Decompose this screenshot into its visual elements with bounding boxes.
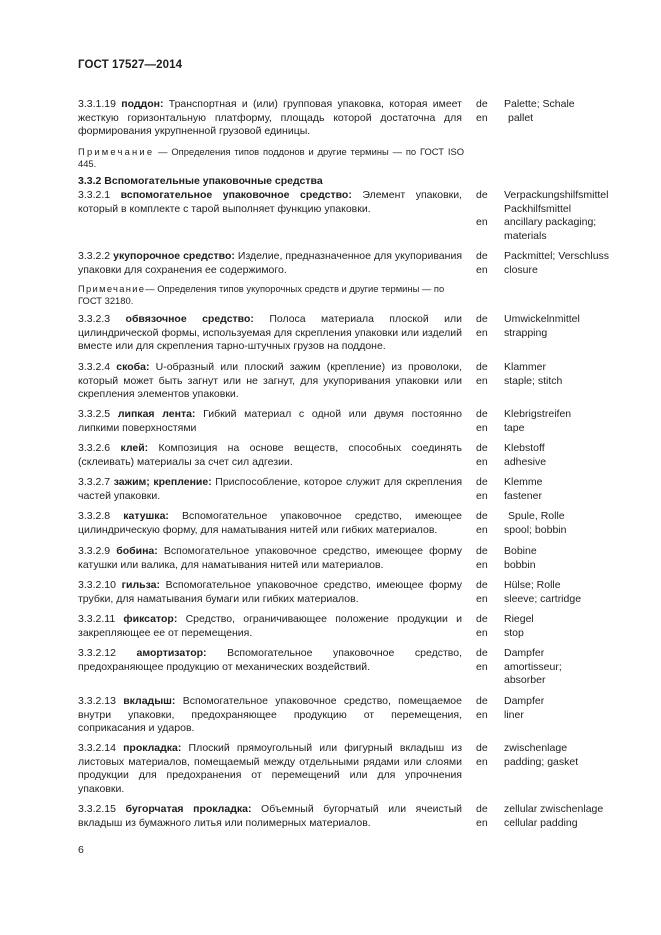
foreign-term: Packhilfsmittel xyxy=(504,202,572,215)
foreign-term: Spule, Rolle xyxy=(508,510,565,522)
lang-code: de xyxy=(476,189,488,201)
foreign-terms xyxy=(504,98,624,125)
term-name: бобина: xyxy=(116,545,158,557)
term-number: 3.3.2.7 xyxy=(78,476,111,488)
lang-code: de xyxy=(476,408,488,420)
term-number: 3.3.2.11 xyxy=(78,613,116,625)
term-entry xyxy=(78,613,628,641)
foreign-term: ancillary packaging; xyxy=(504,216,597,228)
term-text: Средство, ограничивающее положение продукции и закрепляющее ее от перемещения. xyxy=(78,613,463,639)
lang-code: en xyxy=(476,374,488,387)
note-label: Примечание xyxy=(78,146,155,157)
foreign-terms xyxy=(504,476,624,503)
note-text: — Определения типов поддонов и другие термины — по ГОСТ ISO 445. xyxy=(78,146,464,169)
term-number: 3.3.2.10 xyxy=(78,579,116,591)
lang-code: en xyxy=(476,755,488,768)
foreign-terms xyxy=(504,742,624,769)
foreign-terms xyxy=(504,361,624,388)
term-number: 3.3.2.4 xyxy=(78,361,111,373)
document-header: ГОСТ 17527—2014 xyxy=(78,59,183,71)
language-codes xyxy=(476,545,500,572)
term-entry xyxy=(78,803,628,831)
term-name: зажим; крепление: xyxy=(113,476,212,488)
term-entry xyxy=(78,189,628,243)
foreign-term: Klemme xyxy=(504,476,543,488)
term-text: Гибкий материал с одной или двумя постоянно липкими поверхностями xyxy=(78,408,463,434)
term-definition xyxy=(78,361,462,402)
term-text: U-образный или плоский зажим (крепление) из проволоки, который может быть загнут или не загнут, для укупоривания упаковки или скрепления элементов упаковки. xyxy=(78,361,463,400)
section-title: 3.3.2 Вспомогательные упаковочные средства xyxy=(78,175,323,187)
foreign-term: stop xyxy=(504,626,524,639)
foreign-term: tape xyxy=(504,421,525,434)
term-definition xyxy=(78,613,462,640)
foreign-terms xyxy=(504,695,624,722)
language-codes xyxy=(476,313,500,340)
term-entry xyxy=(78,579,628,607)
term-definition xyxy=(78,98,462,139)
foreign-term: closure xyxy=(504,263,538,276)
foreign-term: Klebstoff xyxy=(504,442,545,454)
lang-code: de xyxy=(476,647,488,659)
term-entry xyxy=(78,250,628,278)
language-codes xyxy=(476,579,500,606)
foreign-terms xyxy=(504,442,624,469)
term-number: 3.3.1.19 xyxy=(78,98,116,110)
language-codes xyxy=(476,361,500,388)
note xyxy=(78,146,464,170)
term-name: прокладка: xyxy=(123,742,182,754)
lang-code: de xyxy=(476,361,488,373)
lang-code: de xyxy=(476,442,488,454)
lang-code: en xyxy=(476,326,488,339)
foreign-term: sleeve; cartridge xyxy=(504,592,582,605)
foreign-terms xyxy=(504,313,624,340)
term-name: липкая лента: xyxy=(117,408,196,420)
term-definition xyxy=(78,742,462,796)
term-definition xyxy=(78,647,462,674)
foreign-term: spool; bobbin xyxy=(504,523,567,536)
lang-code: de xyxy=(476,695,488,707)
term-name: скоба: xyxy=(116,361,150,373)
foreign-term: liner xyxy=(504,708,524,721)
note xyxy=(78,283,462,307)
language-codes xyxy=(476,695,500,722)
term-definition xyxy=(78,510,462,537)
lang-code: de xyxy=(476,613,488,625)
lang-code: en xyxy=(476,592,488,605)
term-number: 3.3.2.1 xyxy=(78,189,111,201)
language-codes xyxy=(476,647,500,674)
lang-code: en xyxy=(476,523,488,536)
language-codes xyxy=(476,510,500,537)
lang-code: en xyxy=(476,708,488,721)
foreign-term: Umwickelnmittel xyxy=(504,313,580,325)
foreign-term: Hülse; Rolle xyxy=(504,579,561,591)
term-entry xyxy=(78,98,628,140)
term-entry xyxy=(78,742,628,798)
term-text: Приспособление, которое служит для скрепления частей упаковки. xyxy=(78,476,463,502)
lang-code: en xyxy=(476,816,488,829)
term-definition xyxy=(78,803,462,830)
lang-code: de xyxy=(476,98,488,110)
foreign-term: Klammer xyxy=(504,361,547,373)
term-name: катушка: xyxy=(123,510,169,522)
language-codes xyxy=(476,442,500,469)
foreign-terms xyxy=(504,613,624,640)
term-text: Вспомогательное упаковочное средство, имеющее форму катушки или валика, для наматывания нитей или материалов. xyxy=(78,545,463,571)
foreign-terms xyxy=(504,803,624,830)
lang-code: de xyxy=(476,742,488,754)
term-name: клей: xyxy=(120,442,149,454)
term-definition xyxy=(78,695,462,736)
language-codes xyxy=(476,98,500,125)
term-number: 3.3.2.2 xyxy=(78,250,111,262)
term-entry xyxy=(78,695,628,737)
term-definition xyxy=(78,313,462,354)
foreign-term: absorber xyxy=(504,674,546,686)
foreign-term: bobbin xyxy=(504,558,536,571)
term-name: поддон: xyxy=(121,98,164,110)
foreign-terms xyxy=(504,510,624,537)
foreign-term: Verpackungshilfsmittel xyxy=(504,189,609,201)
term-definition xyxy=(78,579,462,606)
lang-code: de xyxy=(476,579,488,591)
foreign-terms xyxy=(504,189,624,243)
term-name: бугорчатая прокладка: xyxy=(125,803,252,815)
foreign-term: zellular zwischenlage xyxy=(504,803,604,815)
foreign-terms xyxy=(504,647,624,688)
lang-code: en xyxy=(476,216,488,228)
term-definition xyxy=(78,476,462,503)
foreign-term: staple; stitch xyxy=(504,374,563,387)
term-number: 3.3.2.9 xyxy=(78,545,111,557)
foreign-terms xyxy=(504,579,624,606)
foreign-term: materials xyxy=(504,229,547,242)
term-number: 3.3.2.12 xyxy=(78,647,116,659)
term-text: Вспомогательное упаковочное средство, имеющее форму трубки, для наматывания бумаги или гибких материалов. xyxy=(78,579,462,605)
lang-code: en xyxy=(476,489,488,502)
lang-code: en xyxy=(476,660,488,673)
term-text: Изделие, предназначенное для укупоривания упаковки для сохранения ее содержимого. xyxy=(78,250,463,276)
term-name: укупорочное средство: xyxy=(113,250,235,262)
term-name: вспомогательное упаковочное средство: xyxy=(120,189,352,201)
language-codes xyxy=(476,408,500,435)
foreign-terms xyxy=(504,545,624,572)
term-name: фиксатор: xyxy=(123,613,178,625)
term-definition xyxy=(78,189,462,216)
lang-code: en xyxy=(476,626,488,639)
foreign-terms xyxy=(504,408,624,435)
term-text: Вспомогательное упаковочное средство, имеющее цилиндрическую форму, для наматывания нитей или гибких материалов. xyxy=(78,510,463,536)
term-number: 3.3.2.15 xyxy=(78,803,116,815)
foreign-term: Bobine xyxy=(504,545,537,557)
foreign-term: fastener xyxy=(504,489,542,502)
language-codes xyxy=(476,803,500,830)
term-text: Композиция на основе веществ, способных соединять (склеивать) материалы за счет сил адгезии. xyxy=(78,442,462,468)
lang-code: de xyxy=(476,313,488,325)
page-number: 6 xyxy=(78,844,84,856)
foreign-term: Packmittel; Verschluss xyxy=(504,250,610,262)
term-name: амортизатор: xyxy=(136,647,207,659)
foreign-term: Riegel xyxy=(504,613,534,625)
foreign-term: cellular padding xyxy=(504,816,578,829)
lang-code: de xyxy=(476,545,488,557)
foreign-term: strapping xyxy=(504,326,548,339)
term-name: обвязочное средство: xyxy=(125,313,254,325)
language-codes xyxy=(476,250,500,277)
term-number: 3.3.2.8 xyxy=(78,510,111,522)
term-entry xyxy=(78,361,628,403)
term-text: Плоский прямоугольный или фигурный вкладыш из листовых материалов, помещаемый между отдельными рядами или слоями продукции для предохранения от перемещений или для упрочнения упаковки. xyxy=(78,742,463,795)
lang-code: de xyxy=(476,803,488,815)
foreign-term: Palette; Schale xyxy=(504,98,575,110)
note-text: — Определения типов укупорочных средств и другие термины — по ГОСТ 32180. xyxy=(78,283,445,306)
term-text: Элемент упаковки, который в комплекте с тарой выполняет функцию упаковки. xyxy=(78,189,463,215)
term-number: 3.3.2.5 xyxy=(78,408,111,420)
term-name: вкладыш: xyxy=(123,695,176,707)
lang-code: en xyxy=(476,263,488,276)
foreign-term: Dampfer xyxy=(504,647,545,659)
foreign-term: adhesive xyxy=(504,455,547,468)
term-entry xyxy=(78,408,628,436)
term-text: Вспомогательное упаковочное средство, помещаемое внутри упаковки, предохраняющее продукцию от перемещения, соприкасания и ударов. xyxy=(78,695,462,734)
term-definition xyxy=(78,545,462,572)
note-label: Примечание xyxy=(78,283,146,294)
term-entry xyxy=(78,442,628,470)
language-codes xyxy=(476,742,500,769)
term-definition xyxy=(78,250,462,277)
term-entry xyxy=(78,313,628,355)
language-codes xyxy=(476,476,500,503)
term-text: Полоса материала плоской или цилиндрической формы, используемая для скрепления упаковки или изделий вместе или для скрепления тарно-штучных грузов на поддоне. xyxy=(78,313,463,352)
term-text: Вспомогательное упаковочное средство, предохраняющее продукцию от механических воздействий. xyxy=(78,647,463,673)
term-text: Объемный бугорчатый или ячеистый вкладыш из бумажного литья или полимерных материалов. xyxy=(78,803,462,829)
term-entry xyxy=(78,545,628,573)
lang-code: de xyxy=(476,510,488,522)
foreign-term: padding; gasket xyxy=(504,755,579,768)
foreign-terms xyxy=(504,250,624,277)
foreign-term: zwischenlage xyxy=(504,742,568,754)
term-number: 3.3.2.6 xyxy=(78,442,111,454)
foreign-term: Klebrigstreifen xyxy=(504,408,572,420)
language-codes xyxy=(476,613,500,640)
term-entry xyxy=(78,647,628,689)
lang-code: de xyxy=(476,250,488,262)
term-entry xyxy=(78,476,628,504)
term-number: 3.3.2.13 xyxy=(78,695,116,707)
lang-code: en xyxy=(476,455,488,468)
lang-code: en xyxy=(476,111,488,124)
term-definition xyxy=(78,442,462,469)
language-codes xyxy=(476,189,500,230)
term-definition xyxy=(78,408,462,435)
term-number: 3.3.2.14 xyxy=(78,742,116,754)
lang-code: en xyxy=(476,421,488,434)
foreign-term: amortisseur; xyxy=(504,660,562,673)
term-text: Транспортная и (или) групповая упаковка, которая имеет жесткую горизонтальную платформу, площадь которой достаточна для формирования укрупненной грузовой единицы. xyxy=(78,98,462,137)
term-entry xyxy=(78,510,628,538)
lang-code: de xyxy=(476,476,488,488)
foreign-term: pallet xyxy=(508,111,534,124)
foreign-term: Dampfer xyxy=(504,695,545,707)
lang-code: en xyxy=(476,558,488,571)
term-name: гильза: xyxy=(121,579,160,591)
term-number: 3.3.2.3 xyxy=(78,313,111,325)
